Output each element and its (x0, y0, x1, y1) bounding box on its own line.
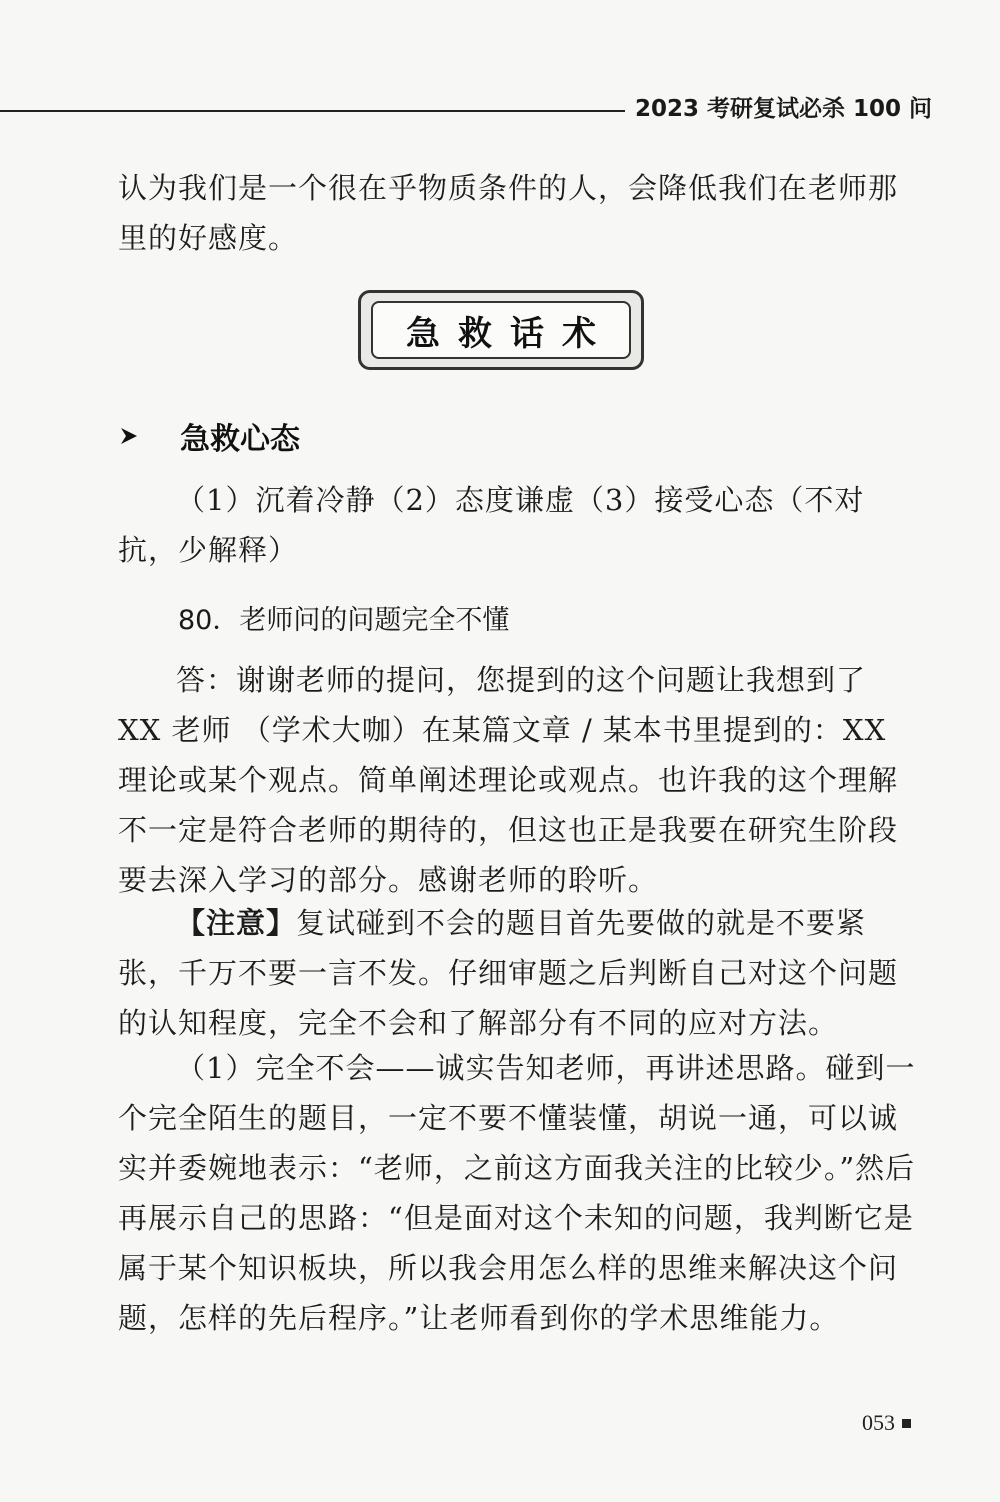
page-number-text: 053 (862, 1410, 895, 1435)
page-number (862, 1410, 911, 1436)
header-rule (0, 110, 625, 112)
intro-paragraph: 认为我们是一个很在乎物质条件的人，会降低我们在老师那里的好感度。 (118, 171, 899, 255)
section-banner-title: 急救话术 (406, 313, 614, 354)
note-paragraph (118, 898, 918, 1048)
square-icon (902, 1419, 911, 1428)
mindset-paragraph: （1）沉着冷静（2）态度谦虚（3）接受心态（不对抗，少解释） (118, 483, 865, 567)
section-banner-inner (371, 301, 631, 359)
subsection-heading (118, 413, 618, 459)
running-header-title: 2023 考研复试必杀 100 问 (635, 96, 933, 122)
question-title: 80．老师问的问题完全不懂 (178, 605, 510, 636)
answer-paragraph: 答：谢谢老师的提问，您提到的这个问题让我想到了 XX 老师 （学术大咖）在某篇文章 / 某本书里提到的：XX 理论或某个观点。简单阐述理论或观点。也许我的这个理解不一定是符合老师的期待的，但这也正是我要在研究生阶段要去深入学习的部分。感谢老师的聆听。 (118, 663, 899, 897)
subsection-title: 急救心态 (180, 422, 300, 457)
note-label: 【注意】 (176, 906, 297, 940)
note-text: 复试碰到不会的题目首先要做的就是不要紧张，千万不要一言不发。仔细审题之后判断自己对这个问题的认知程度，完全不会和了解部分有不同的应对方法。 (118, 906, 899, 1040)
arrow-right-icon (118, 425, 140, 447)
section-banner (358, 290, 644, 370)
point-one-paragraph: （1）完全不会——诚实告知老师，再讲述思路。碰到一个完全陌生的题目，一定不要不懂装懂，胡说一通，可以诚实并委婉地表示：“老师，之前这方面我关注的比较少。”然后再展示自己的思路：“但是面对这个未知的问题，我判断它是属于某个知识板块，所以我会用怎么样的思维来解决这个问题，怎样的先后程序。”让老师看到你的学术思维能力。 (118, 1051, 916, 1335)
